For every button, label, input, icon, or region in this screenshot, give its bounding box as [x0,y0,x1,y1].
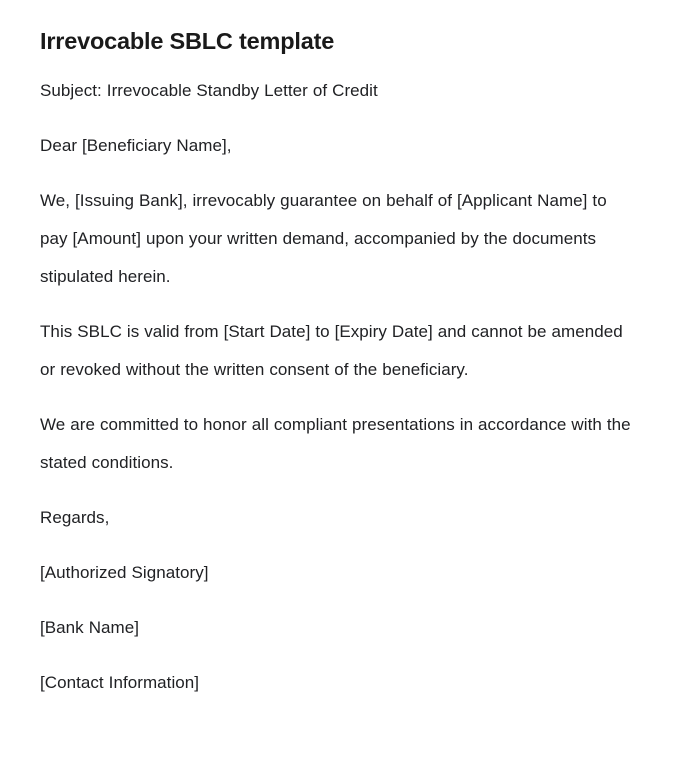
paragraph-closing: Regards, [40,508,110,527]
paragraph-validity: This SBLC is valid from [Start Date] to [Expiry Date] and cannot be amended or revoked without the written consent of the beneficiary. [40,322,623,379]
paragraph-contact-info: [Contact Information] [40,673,200,692]
paragraph-bank-name: [Bank Name] [40,618,140,637]
paragraph-subject: Subject: Irrevocable Standby Letter of Credit [40,81,378,100]
paragraph-salutation: Dear [Beneficiary Name], [40,136,232,155]
paragraph-guarantee: We, [Issuing Bank], irrevocably guarantee on behalf of [Applicant Name] to pay [Amount] upon your written demand, accompanied by the documents stipulated herein. [40,191,607,286]
page-title: Irrevocable SBLC template [40,28,335,54]
document-body [40,72,636,702]
paragraph-signatory: [Authorized Signatory] [40,563,209,582]
paragraph-commitment: We are committed to honor all compliant presentations in accordance with the stated conditions. [40,415,631,472]
